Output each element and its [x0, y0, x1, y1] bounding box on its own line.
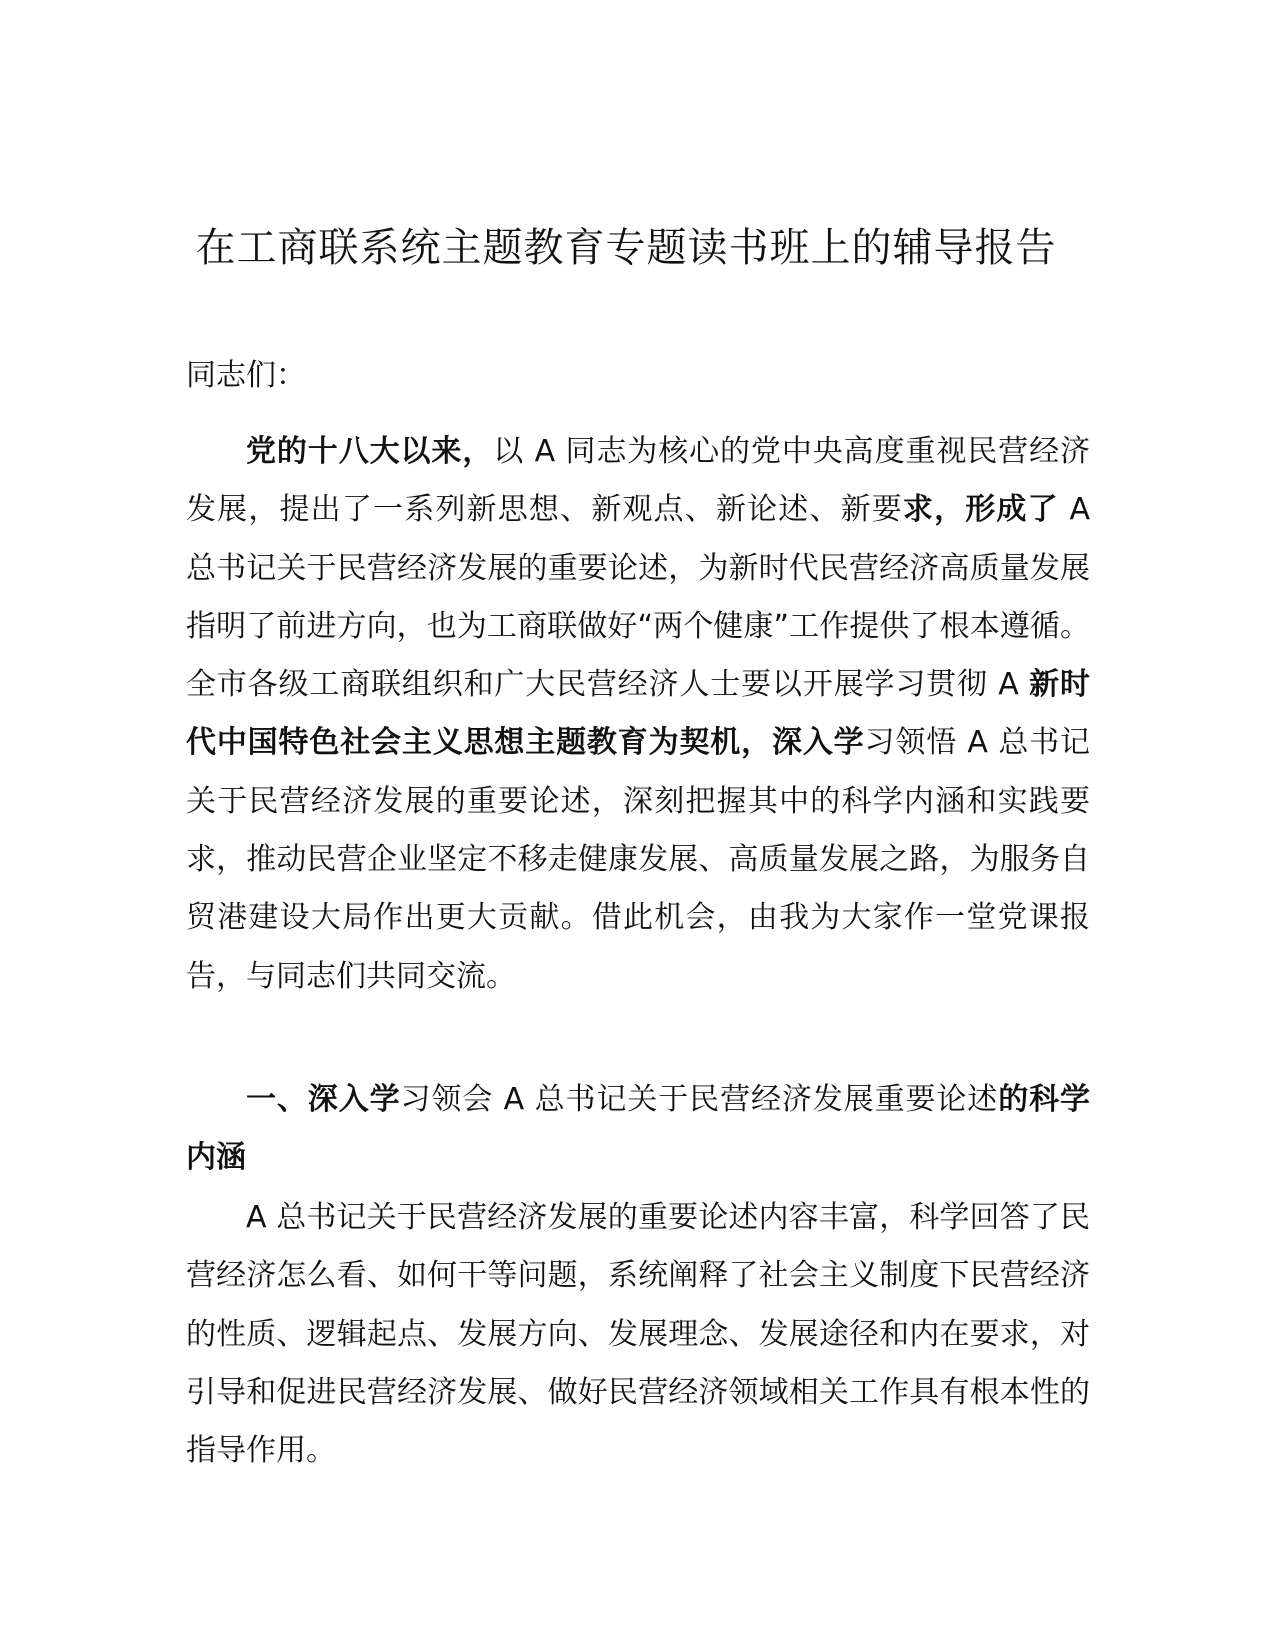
- intro-text-2: A 总书记关于民营经济发展的重要论述，为新时代民营经济高质量发展指明了前进方向，也为工商联做好“两个健康”工作提供了根本遵循。全市各级工商联组织和广大民营经济人士要以开展学习贯彻 A: [186, 492, 1091, 703]
- intro-paragraph: [186, 423, 1090, 1006]
- document-title: 在工商联系统主题教育专题读书班上的辅导报告: [195, 225, 1057, 271]
- section-heading-1-bold: 一、深入学: [246, 1082, 401, 1117]
- section-heading-1-text: 习领会 A 总书记关于民营经济发展重要论述: [400, 1082, 999, 1117]
- intro-bold-3: 新时代中国特色社会主义思想主题教育为契机，深入学: [186, 667, 1090, 761]
- intro-lead-bold: 党的十八大以来，: [246, 434, 494, 469]
- intro-text-3: 习领悟 A 总书记关于民营经济发展的重要论述，深刻把握其中的科学内涵和实践要求，推动民营企业坚定不移走健康发展、高质量发展之路，为服务自贸港建设大局作出更大贡献。借此机会，由我为大家作一堂党课报告，与同志们共同交流。: [186, 725, 1090, 994]
- section-heading-1: [186, 1071, 1090, 1188]
- section-1-paragraph: A 总书记关于民营经济发展的重要论述内容丰富，科学回答了民营经济怎么看、如何干等问题，系统阐释了社会主义制度下民营经济的性质、逻辑起点、发展方向、发展理念、发展途径和内在要求，对引导和促进民营经济发展、做好民营经济领域相关工作具有根本性的指导作用。: [186, 1200, 1090, 1469]
- section-heading-1-tail: 的科学内涵: [186, 1082, 1091, 1176]
- intro-bold-2: 求，形成了: [902, 492, 1059, 528]
- intro-text-1: 以 A 同志为核心的党中央高度重视民营经济发展，提出了一系列新思想、新观点、新论述、新要: [186, 434, 1090, 528]
- salutation: 同志们：: [186, 358, 306, 393]
